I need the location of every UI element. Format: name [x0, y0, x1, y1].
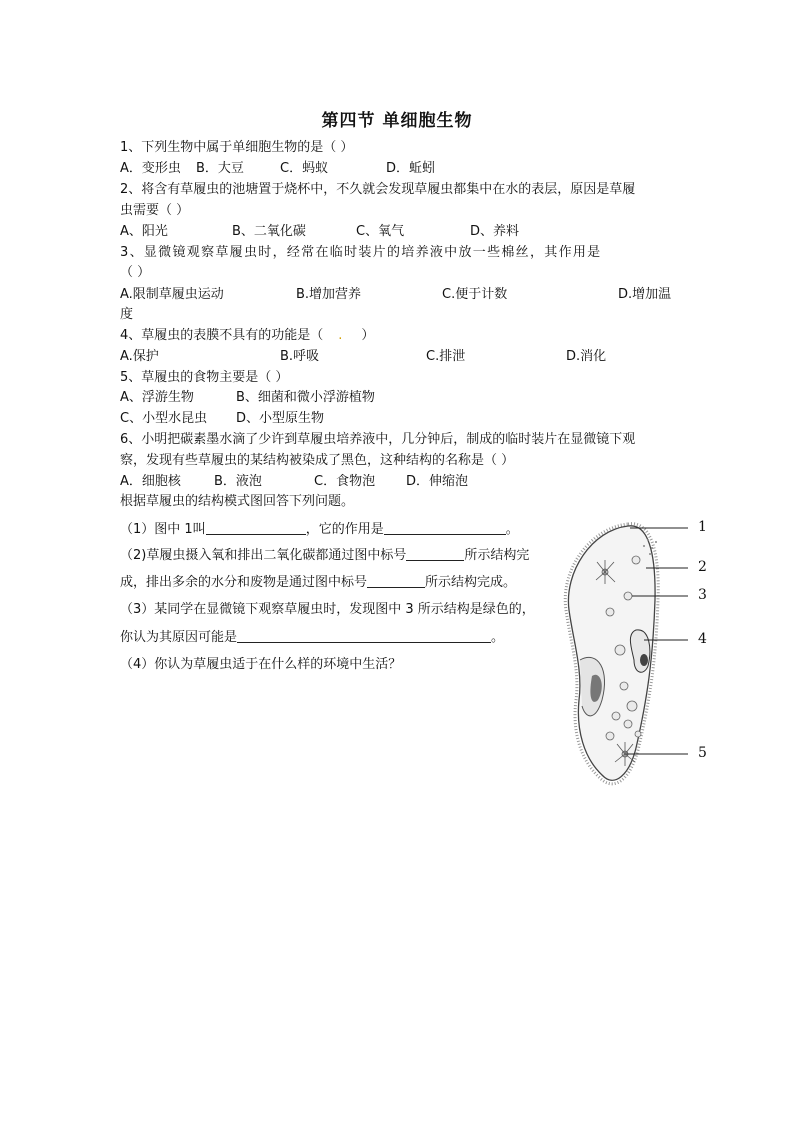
subq-2-cont — [120, 573, 516, 593]
option: A、浮游生物 — [120, 390, 194, 405]
option: B、二氧化碳 — [232, 224, 306, 239]
subq-3: （3）某同学在显微镜下观察草履虫时，发现图中 3 所示结构是绿色的， — [120, 602, 535, 617]
option: B、细菌和微小浮游植物 — [236, 390, 375, 405]
q3-wrap: 度 — [120, 307, 134, 322]
option: D.消化 — [566, 349, 607, 364]
option: B．液泡 — [214, 474, 262, 489]
page-title: 第四节 单细胞生物 — [321, 111, 473, 131]
q1-options — [120, 159, 520, 179]
subq-1 — [120, 520, 519, 540]
q2-options — [120, 222, 620, 242]
q2-stem: 2、将含有草履虫的池塘置于烧杯中，不久就会发现草履虫都集中在水的表层，原因是草履 — [120, 182, 636, 197]
paramecium-figure — [540, 510, 720, 795]
q6-stem-cont: 察，发现有些草履虫的某结构被染成了黑色，这种结构的名称是（ ） — [120, 453, 515, 468]
subq-2 — [120, 546, 529, 566]
subq-1-text: （1）图中 1叫 — [120, 522, 206, 537]
option: A．细胞核 — [120, 474, 181, 489]
option: B.增加营养 — [296, 287, 362, 302]
option: A.限制草履虫运动 — [120, 287, 224, 302]
option: D、小型原生物 — [236, 411, 325, 426]
option: A．变形虫 — [120, 161, 181, 176]
option: A.保护 — [120, 349, 159, 364]
answer-blank[interactable] — [384, 520, 506, 535]
option: B．大豆 — [196, 161, 244, 176]
option: D．伸缩泡 — [406, 474, 469, 489]
option: C.排泄 — [426, 349, 466, 364]
q6-options — [120, 472, 520, 492]
option: A、阳光 — [120, 224, 168, 239]
option: D．蚯蚓 — [386, 161, 436, 176]
figure-label-1: 1 — [698, 519, 707, 535]
option: D、养料 — [470, 224, 520, 239]
q3-options — [120, 285, 680, 305]
subq-3-cont — [120, 628, 504, 648]
subq-1-text2: ，它的作用是 — [305, 522, 384, 537]
answer-blank[interactable] — [367, 573, 425, 588]
q5-options-row2 — [120, 409, 520, 429]
figure-label-3: 3 — [698, 587, 707, 603]
option: C．食物泡 — [314, 474, 376, 489]
q3-stem: 3、显微镜观察草履虫时，经常在临时装片的培养液中放一些棉丝，其作用是 — [120, 245, 602, 260]
subq-2-text: （2)草履虫摄入氧和排出二氧化碳都通过图中标号 — [120, 548, 407, 563]
subq-2-text2: 所示结构完 — [464, 548, 530, 563]
option: C.便于计数 — [442, 287, 508, 302]
subq-1-end: 。 — [505, 522, 519, 537]
q4-stem — [120, 326, 374, 346]
q5-stem: 5、草履虫的食物主要是（ ） — [120, 370, 289, 385]
subq-2-text3: 成，排出多余的水分和废物是通过图中标号 — [120, 575, 368, 590]
q3-stem-cont: （ ） — [120, 265, 151, 280]
subq-4: （4）你认为草履虫适于在什么样的环境中生活？ — [120, 657, 402, 672]
option: D.增加温 — [618, 287, 672, 302]
q4-close: ） — [357, 328, 375, 343]
subq-3-text: 你认为其原因可能是 — [120, 630, 238, 645]
q4-options — [120, 347, 640, 367]
q2-stem-cont: 虫需要（ ） — [120, 203, 190, 218]
q5-options-row1 — [120, 388, 520, 408]
subq-2-text4: 所示结构完成。 — [425, 575, 517, 590]
q6-stem: 6、小明把碳素墨水滴了少许到草履虫培养液中，几分钟后，制成的临时装片在显微镜下观 — [120, 432, 636, 447]
subq-3-end: 。 — [491, 630, 505, 645]
q4-mark: . — [338, 328, 343, 343]
option: C、氧气 — [356, 224, 405, 239]
answer-blank[interactable] — [406, 546, 464, 561]
answer-blank[interactable] — [206, 520, 306, 535]
q1-stem: 1、下列生物中属于单细胞生物的是（ ） — [120, 140, 354, 155]
answer-blank[interactable] — [237, 628, 491, 643]
option: B.呼吸 — [280, 349, 320, 364]
figure-label-4: 4 — [698, 631, 707, 647]
option: C．蚂蚁 — [280, 161, 329, 176]
option: C、小型水昆虫 — [120, 411, 208, 426]
figure-label-2: 2 — [698, 559, 707, 575]
figure-label-5: 5 — [698, 745, 707, 761]
paramecium-diagram — [540, 510, 720, 795]
q4-stem-text: 4、草履虫的表膜不具有的功能是（ — [120, 328, 324, 343]
figure-intro: 根据草履虫的结构模式图回答下列问题。 — [120, 494, 355, 509]
